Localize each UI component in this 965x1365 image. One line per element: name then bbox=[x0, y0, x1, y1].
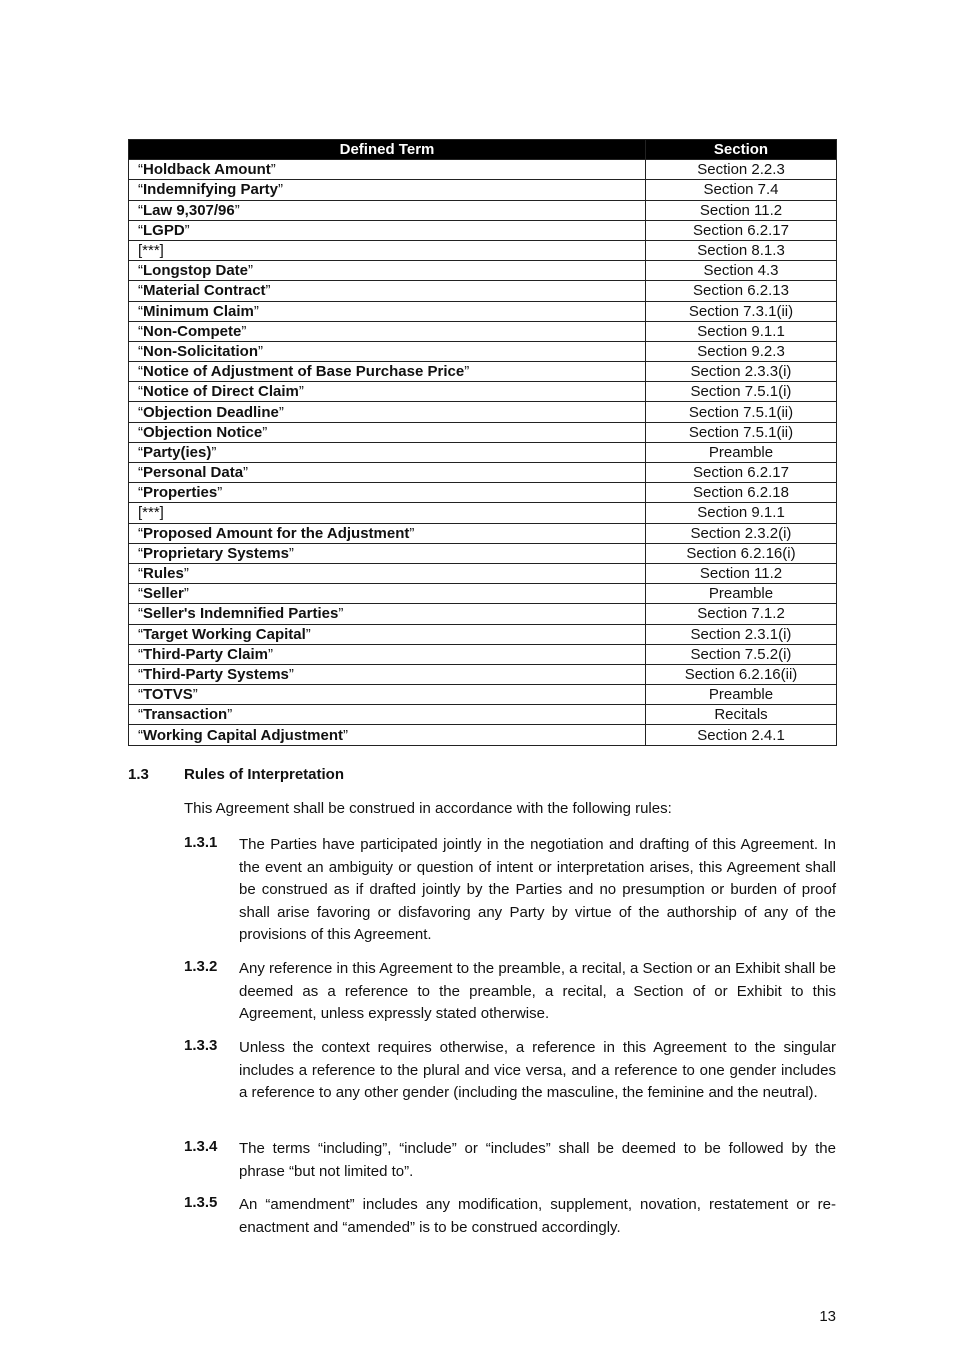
defined-term: Transaction bbox=[143, 706, 228, 724]
section-reference: Recitals bbox=[646, 705, 837, 725]
table-row bbox=[129, 301, 837, 321]
defined-term-cell: “TOTVS” bbox=[129, 685, 646, 705]
clause-number: 1.3.5 bbox=[184, 1194, 218, 1211]
table-row bbox=[129, 503, 837, 523]
section-reference: Section 7.3.1(ii) bbox=[646, 301, 837, 321]
section-reference: Preamble bbox=[646, 442, 837, 462]
defined-term: Notice of Adjustment of Base Purchase Price bbox=[143, 363, 465, 381]
section-intro: This Agreement shall be construed in accordance with the following rules: bbox=[184, 800, 672, 817]
clause-1-3-1 bbox=[184, 834, 836, 947]
section-reference: Section 6.2.16(i) bbox=[646, 543, 837, 563]
table-row bbox=[129, 442, 837, 462]
clause-1-3-4 bbox=[184, 1138, 836, 1183]
defined-term: LGPD bbox=[143, 221, 185, 239]
defined-term-cell: “Notice of Adjustment of Base Purchase Price” bbox=[129, 362, 646, 382]
table-row bbox=[129, 584, 837, 604]
table-row bbox=[129, 180, 837, 200]
defined-term-cell: “Target Working Capital” bbox=[129, 624, 646, 644]
clause-text: Unless the context requires otherwise, a reference in this Agreement to the singular includes a reference to the plural and vice versa, and a reference to one gender includes a reference to any other gender (including the masculine, the feminine and the neutral). bbox=[239, 1039, 836, 1101]
section-reference: Section 7.5.1(ii) bbox=[646, 402, 837, 422]
table-row bbox=[129, 422, 837, 442]
defined-term-cell: “Third-Party Systems” bbox=[129, 664, 646, 684]
table-row bbox=[129, 725, 837, 745]
section-number: 1.3 bbox=[128, 766, 149, 783]
clause-1-3-5 bbox=[184, 1194, 836, 1239]
defined-term: Longstop Date bbox=[143, 262, 248, 280]
redacted-term: [***] bbox=[138, 242, 164, 260]
defined-term: Third-Party Claim bbox=[143, 645, 269, 663]
defined-term-cell: “Rules” bbox=[129, 563, 646, 583]
table-row bbox=[129, 362, 837, 382]
table-row bbox=[129, 543, 837, 563]
defined-term-cell: “Law 9,307/96” bbox=[129, 200, 646, 220]
defined-term-cell: “Objection Notice” bbox=[129, 422, 646, 442]
defined-terms-table bbox=[128, 139, 837, 746]
clause-text: The Parties have participated jointly in the negotiation and drafting of this Agreement. In the event an ambiguity or question of intent or interpretation arises, this Agreement shall be construed as if drafted jointly by the Parties and no presumption or burden of proof shall arise favoring or disfavoring any Party by virtue of the authorship of any of the provisions of this Agreement. bbox=[239, 836, 836, 943]
defined-term-cell: “Proposed Amount for the Adjustment” bbox=[129, 523, 646, 543]
section-reference: Preamble bbox=[646, 584, 837, 604]
defined-term-cell: “Third-Party Claim” bbox=[129, 644, 646, 664]
defined-term: Personal Data bbox=[143, 464, 244, 482]
table-row bbox=[129, 321, 837, 341]
defined-term-cell: “Party(ies)” bbox=[129, 442, 646, 462]
defined-term: Properties bbox=[143, 484, 218, 502]
defined-term: Working Capital Adjustment bbox=[143, 726, 344, 744]
defined-term-cell: “Longstop Date” bbox=[129, 261, 646, 281]
defined-term-cell: “Working Capital Adjustment” bbox=[129, 725, 646, 745]
defined-term-cell: “Seller's Indemnified Parties” bbox=[129, 604, 646, 624]
table-row bbox=[129, 463, 837, 483]
defined-term: Party(ies) bbox=[143, 443, 212, 461]
section-reference: Section 11.2 bbox=[646, 563, 837, 583]
section-reference: Section 7.1.2 bbox=[646, 604, 837, 624]
table-row bbox=[129, 483, 837, 503]
section-reference: Section 2.4.1 bbox=[646, 725, 837, 745]
table-row bbox=[129, 220, 837, 240]
defined-term-cell: “Properties” bbox=[129, 483, 646, 503]
header-section: Section bbox=[646, 140, 837, 160]
defined-term-cell: “Seller” bbox=[129, 584, 646, 604]
defined-term: Notice of Direct Claim bbox=[143, 383, 299, 401]
defined-term-cell: “LGPD” bbox=[129, 220, 646, 240]
section-reference: Section 7.4 bbox=[646, 180, 837, 200]
defined-term-cell: “Non-Solicitation” bbox=[129, 341, 646, 361]
clause-number: 1.3.4 bbox=[184, 1138, 218, 1155]
table-row bbox=[129, 402, 837, 422]
table-row bbox=[129, 624, 837, 644]
section-reference: Section 7.5.1(i) bbox=[646, 382, 837, 402]
table-row bbox=[129, 644, 837, 664]
section-reference: Section 7.5.2(i) bbox=[646, 644, 837, 664]
defined-term: Seller's Indemnified Parties bbox=[143, 605, 339, 623]
table-row bbox=[129, 261, 837, 281]
defined-term: Law 9,307/96 bbox=[143, 201, 235, 219]
redacted-term: [***] bbox=[138, 504, 164, 522]
defined-term-cell: “Objection Deadline” bbox=[129, 402, 646, 422]
table-row bbox=[129, 523, 837, 543]
defined-term: Objection Deadline bbox=[143, 403, 279, 421]
defined-term-cell: “Personal Data” bbox=[129, 463, 646, 483]
defined-term: Target Working Capital bbox=[143, 625, 306, 643]
table-row bbox=[129, 200, 837, 220]
section-reference: Section 2.3.3(i) bbox=[646, 362, 837, 382]
section-reference: Section 6.2.18 bbox=[646, 483, 837, 503]
section-reference: Preamble bbox=[646, 685, 837, 705]
table-row bbox=[129, 240, 837, 260]
table-row bbox=[129, 341, 837, 361]
section-reference: Section 6.2.17 bbox=[646, 463, 837, 483]
defined-term: Proprietary Systems bbox=[143, 544, 289, 562]
section-reference: Section 6.2.17 bbox=[646, 220, 837, 240]
table-row bbox=[129, 563, 837, 583]
section-reference: Section 2.3.2(i) bbox=[646, 523, 837, 543]
section-reference: Section 9.1.1 bbox=[646, 503, 837, 523]
defined-term: Holdback Amount bbox=[143, 161, 271, 179]
header-defined-term: Defined Term bbox=[129, 140, 646, 160]
section-reference: Section 4.3 bbox=[646, 261, 837, 281]
defined-term: Indemnifying Party bbox=[143, 181, 279, 199]
section-heading bbox=[128, 766, 345, 783]
defined-term-cell: “Proprietary Systems” bbox=[129, 543, 646, 563]
table-row bbox=[129, 382, 837, 402]
defined-term: Proposed Amount for the Adjustment bbox=[143, 524, 410, 542]
clause-1-3-3 bbox=[184, 1037, 836, 1105]
defined-term: Seller bbox=[143, 585, 184, 603]
section-reference: Section 6.2.16(ii) bbox=[646, 664, 837, 684]
defined-term-cell: “Indemnifying Party” bbox=[129, 180, 646, 200]
defined-term: Material Contract bbox=[143, 282, 266, 300]
clause-number: 1.3.2 bbox=[184, 958, 218, 975]
table-row bbox=[129, 685, 837, 705]
defined-term: Rules bbox=[143, 565, 184, 583]
table-row bbox=[129, 664, 837, 684]
defined-term-cell: “Holdback Amount” bbox=[129, 160, 646, 180]
clause-number: 1.3.3 bbox=[184, 1037, 218, 1054]
section-reference: Section 2.2.3 bbox=[646, 160, 837, 180]
defined-term: Minimum Claim bbox=[143, 302, 254, 320]
table-row bbox=[129, 705, 837, 725]
table-row bbox=[129, 160, 837, 180]
section-reference: Section 7.5.1(ii) bbox=[646, 422, 837, 442]
section-reference: Section 9.1.1 bbox=[646, 321, 837, 341]
clause-text: The terms “including”, “include” or “includes” shall be deemed to be followed by the phrase “but not limited to”. bbox=[239, 1140, 836, 1180]
defined-term-cell bbox=[129, 240, 646, 260]
defined-term-cell: “Non-Compete” bbox=[129, 321, 646, 341]
section-reference: Section 8.1.3 bbox=[646, 240, 837, 260]
defined-term: Non-Solicitation bbox=[143, 342, 258, 360]
section-reference: Section 11.2 bbox=[646, 200, 837, 220]
section-reference: Section 2.3.1(i) bbox=[646, 624, 837, 644]
defined-term: Third-Party Systems bbox=[143, 665, 289, 683]
defined-term-cell: “Minimum Claim” bbox=[129, 301, 646, 321]
table-row bbox=[129, 281, 837, 301]
defined-term-cell: “Transaction” bbox=[129, 705, 646, 725]
clause-text: An “amendment” includes any modification, supplement, novation, restatement or re-enactment and “amended” is to be construed accordingly. bbox=[239, 1196, 836, 1236]
defined-term-cell bbox=[129, 503, 646, 523]
section-reference: Section 6.2.13 bbox=[646, 281, 837, 301]
defined-term-cell: “Notice of Direct Claim” bbox=[129, 382, 646, 402]
defined-term: TOTVS bbox=[143, 686, 193, 704]
section-reference: Section 9.2.3 bbox=[646, 341, 837, 361]
clause-1-3-2 bbox=[184, 958, 836, 1026]
table-row bbox=[129, 604, 837, 624]
table-header-row bbox=[129, 140, 837, 160]
defined-term-cell: “Material Contract” bbox=[129, 281, 646, 301]
defined-term: Non-Compete bbox=[143, 322, 242, 340]
clause-number: 1.3.1 bbox=[184, 834, 218, 851]
defined-term: Objection Notice bbox=[143, 423, 263, 441]
page-number: 13 bbox=[819, 1308, 836, 1325]
clause-text: Any reference in this Agreement to the preamble, a recital, a Section or an Exhibit shall be deemed as a reference to the preamble, a recital, a Section of or Exhibit to this Agreement, unless expressly stated otherwise. bbox=[239, 960, 836, 1022]
section-title: Rules of Interpretation bbox=[184, 766, 345, 783]
